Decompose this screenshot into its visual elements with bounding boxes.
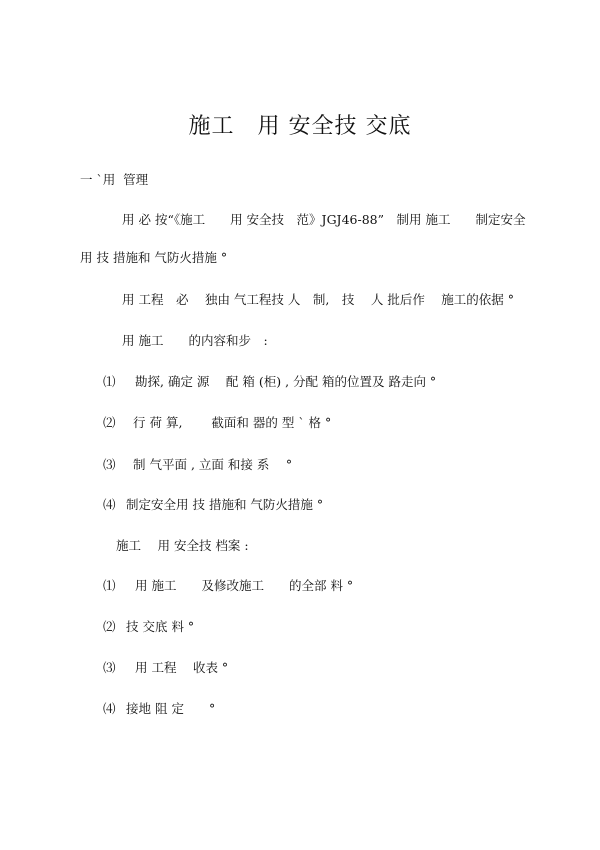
document-title: 施工 用 安全技 交底 (188, 114, 412, 139)
list1-item-1-number: ⑴ (103, 374, 116, 389)
list1-item-4-number: ⑷ (103, 497, 116, 512)
paragraph-4: 施工 用 安全技 档案 : (116, 538, 249, 553)
list2-item-4-text: 接地 阻 定 ° (126, 701, 216, 716)
paragraph-1-line-2: 用 技 措施和 气防火措施 ° (80, 250, 228, 265)
paragraph-2: 用 工程 必 独由 气工程技 人 制, 技 人 批后作 施工的依据 ° (122, 292, 515, 307)
list1-item-3-text: 制 气平面 , 立面 和接 系 ° (133, 457, 293, 472)
list1-item-1-text: 勘探, 确定 源 配 箱 (柜) , 分配 箱的位置及 路走向 ° (135, 374, 437, 389)
paragraph-1-line-1: 用 必 按“《施工 用 安全技 范》JGJ46-88” 制用 施工 制定安全 (122, 212, 526, 227)
paragraph-3: 用 施工 的内容和步 : (122, 333, 268, 348)
list2-item-4-number: ⑷ (103, 701, 116, 716)
list2-item-1-text: 用 施工 及修改施工 的全部 料 ° (135, 578, 354, 593)
list2-item-2-number: ⑵ (103, 619, 116, 634)
list1-item-2-number: ⑵ (103, 415, 116, 430)
list1-item-3-number: ⑶ (103, 457, 116, 472)
list1-item-2-text: 行 荷 算, 截面和 器的 型 ` 格 ° (133, 415, 332, 430)
list2-item-1-number: ⑴ (103, 578, 116, 593)
list2-item-3-text: 用 工程 收表 ° (135, 660, 229, 675)
list2-item-2-text: 技 交底 料 ° (126, 619, 195, 634)
section-heading: 一 `用 管理 (80, 172, 149, 187)
list2-item-3-number: ⑶ (103, 660, 116, 675)
list1-item-4-text: 制定安全用 技 措施和 气防火措施 ° (126, 497, 324, 512)
